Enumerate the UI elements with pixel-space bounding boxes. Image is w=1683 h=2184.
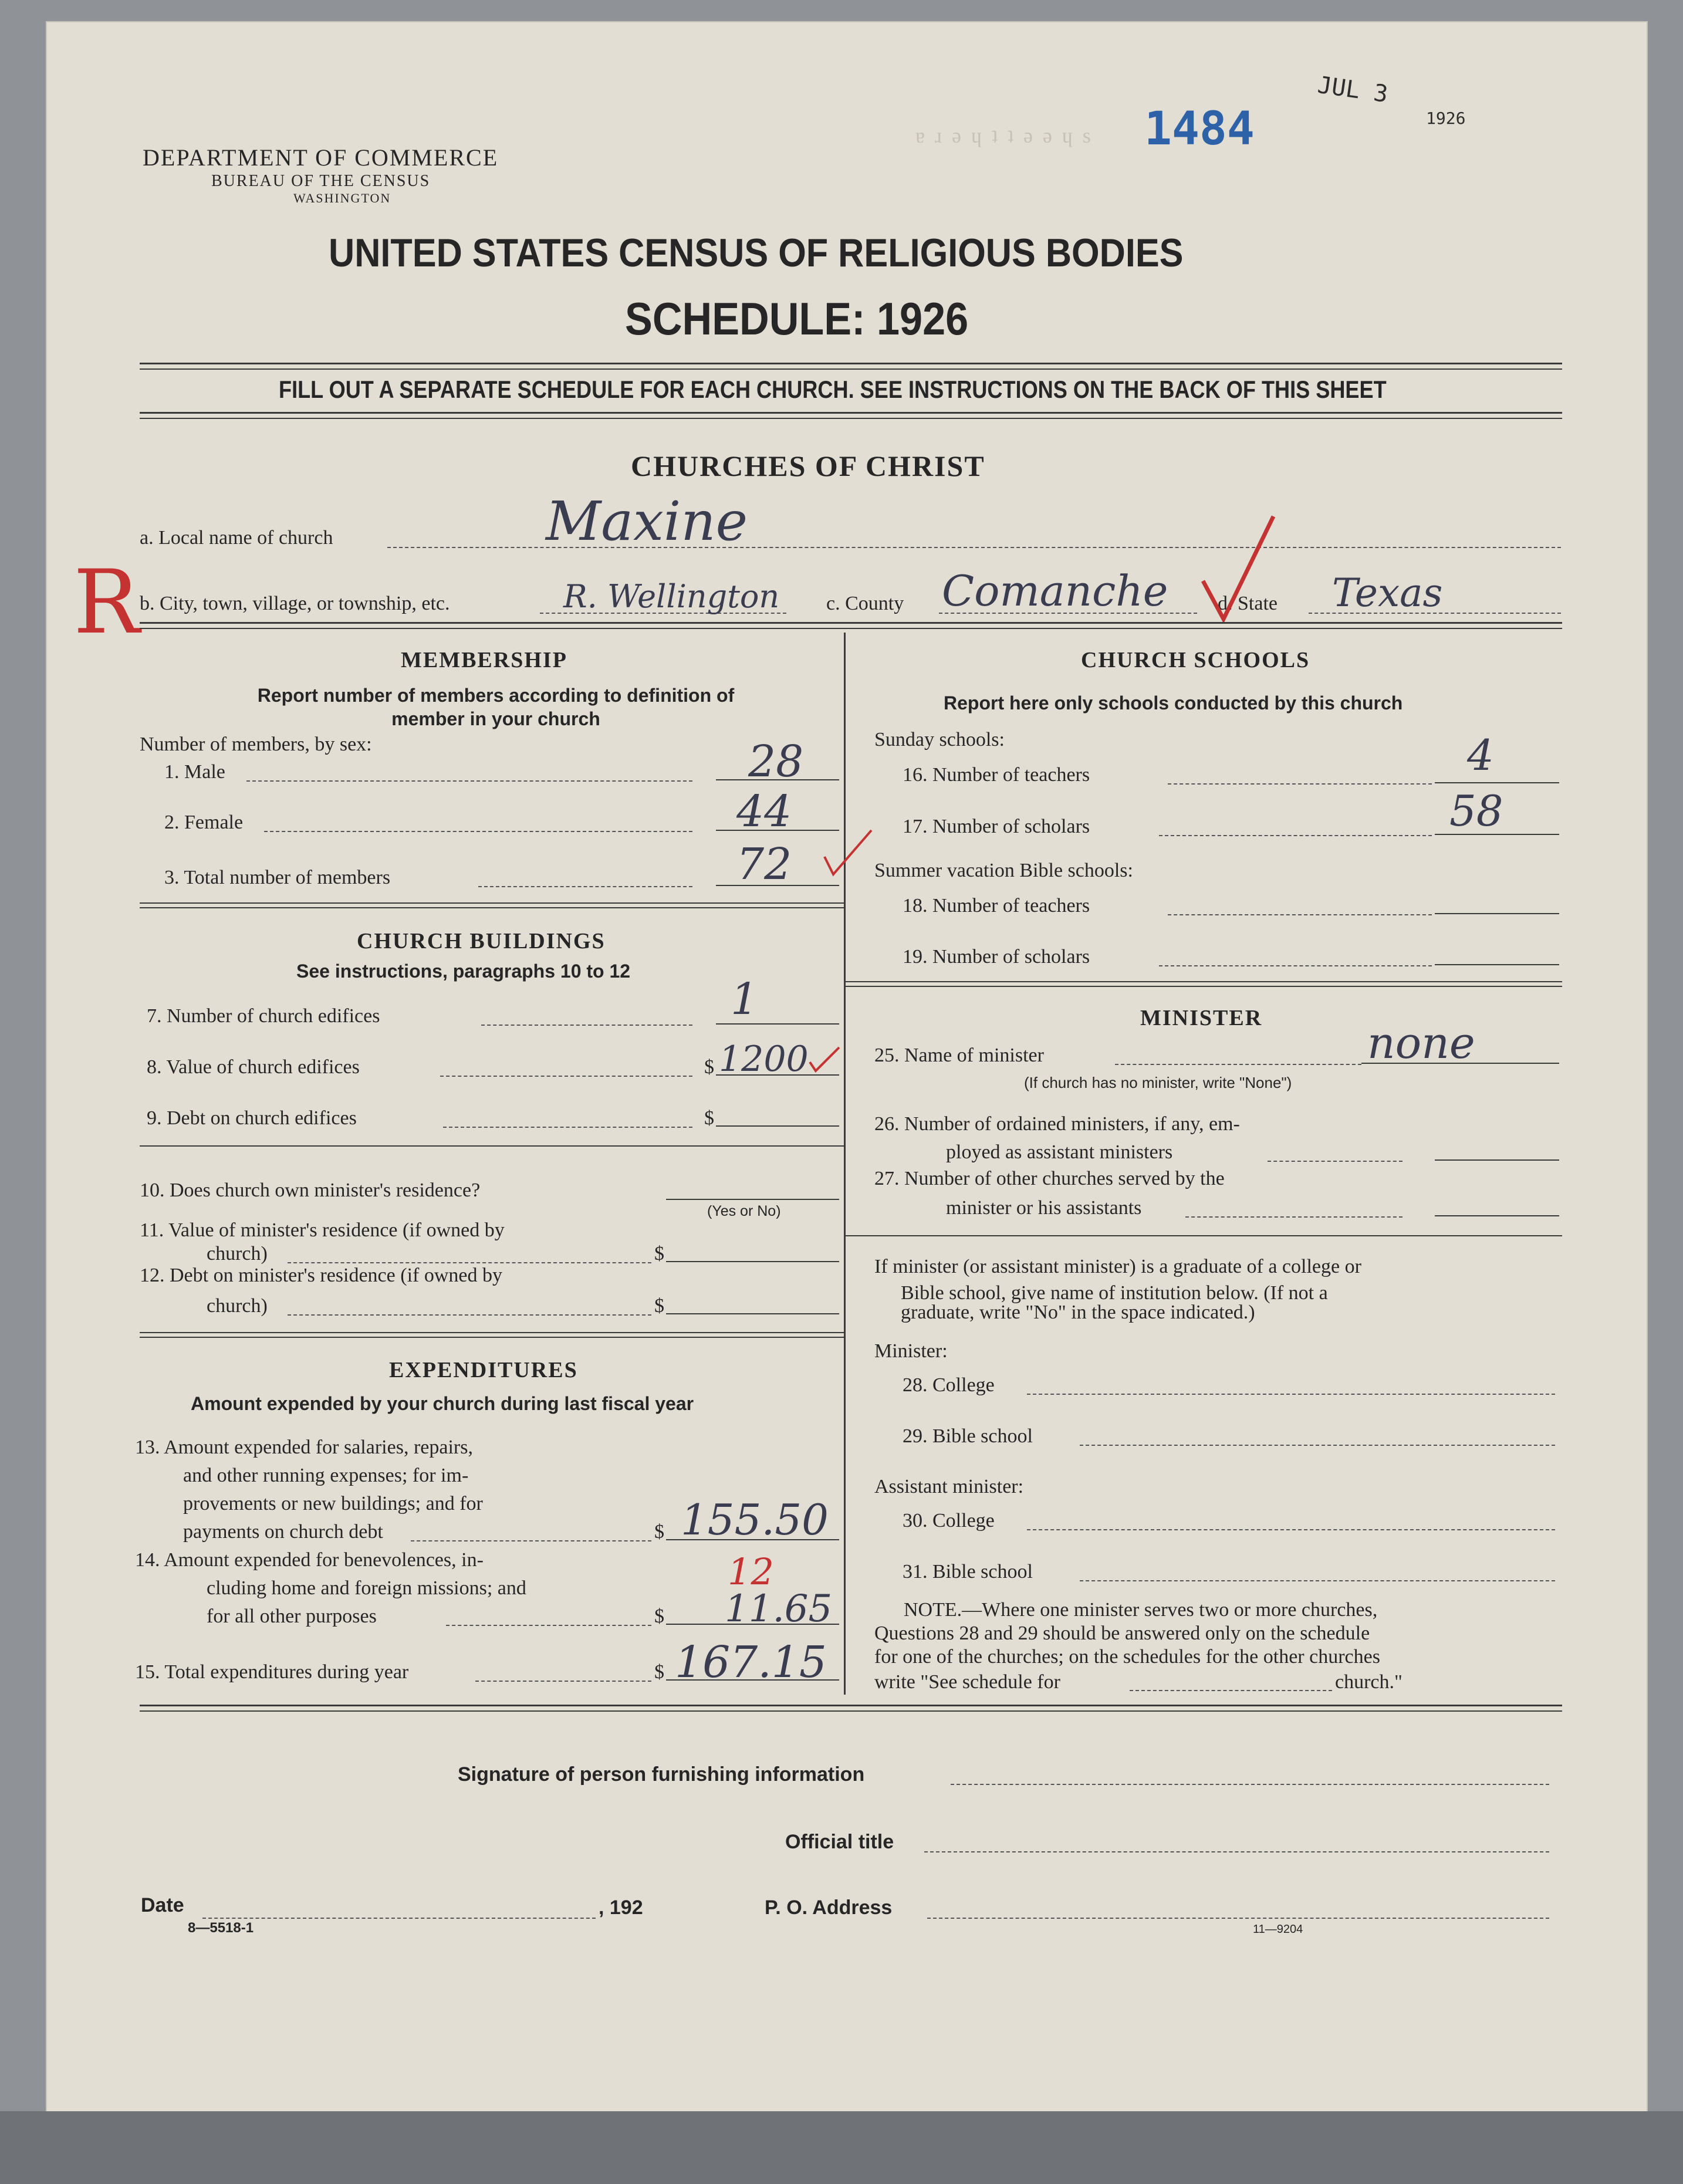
residence-value-label-1: 11. Value of minister's residence (if owned by	[140, 1219, 505, 1241]
assistant-minister-subheading: Assistant minister:	[874, 1476, 1024, 1497]
bureau-city: WASHINGTON	[293, 191, 391, 205]
expenditures-heading: EXPENDITURES	[389, 1358, 578, 1382]
bleed-through-text: ɐ ɹ ǝ ɥ ʇ ʇ ǝ ǝ ɥ s	[915, 124, 1093, 147]
membership-heading: MEMBERSHIP	[401, 648, 567, 672]
bureau-name: BUREAU OF THE CENSUS	[211, 172, 431, 190]
graduate-instructions-1: If minister (or assistant minister) is a graduate of a college or	[874, 1256, 1361, 1277]
membership-subheading: Report number of members according to definition of member in your church	[257, 685, 735, 729]
red-checkmark-icon	[1197, 510, 1279, 628]
running-expenses-value[interactable]: 155.50	[681, 1495, 829, 1544]
column-divider	[844, 633, 846, 1695]
section-rule	[845, 986, 1562, 987]
county-label: c. County	[826, 593, 904, 614]
sunday-teachers-value[interactable]: 4	[1467, 731, 1494, 780]
dollar-sign: $	[654, 1605, 664, 1627]
denomination-heading: CHURCHES OF CHRIST	[631, 449, 985, 482]
minister-name-label: 25. Name of minister	[874, 1044, 1044, 1066]
ordained-ministers-label-2: ployed as assistant ministers	[946, 1141, 1173, 1163]
minister-bible-school-label: 29. Bible school	[903, 1425, 1033, 1447]
benevolences-label-3: for all other purposes	[207, 1605, 377, 1627]
state-value[interactable]: Texas	[1332, 570, 1443, 616]
benevolences-value[interactable]: 11.65	[725, 1587, 833, 1631]
note-line-5: church."	[1335, 1671, 1402, 1693]
minister-heading: MINISTER	[1140, 1006, 1263, 1030]
edifices-count-value[interactable]: 1	[731, 974, 759, 1025]
dollar-sign: $	[704, 1107, 714, 1129]
edifices-value-value[interactable]: 1200	[719, 1039, 809, 1080]
po-address-label: P. O. Address	[765, 1896, 893, 1919]
section-rule	[140, 1710, 1562, 1712]
section-rule	[140, 1332, 844, 1333]
header-rule	[140, 368, 1562, 370]
church-name-value[interactable]: Maxine	[546, 490, 748, 553]
section-rule	[140, 1145, 844, 1147]
summer-teachers-answer-line	[1435, 913, 1559, 914]
dollar-sign: $	[654, 1295, 664, 1317]
section-rule	[140, 628, 1562, 629]
residence-debt-label-1: 12. Debt on minister's residence (if owned by	[140, 1265, 502, 1286]
minister-college-label: 28. College	[903, 1374, 995, 1396]
sunday-scholars-value[interactable]: 58	[1449, 786, 1503, 836]
sunday-scholars-dots	[1159, 835, 1432, 836]
official-title-line[interactable]	[924, 1851, 1549, 1852]
running-expenses-label-1: 13. Amount expended for salaries, repairs,	[135, 1436, 473, 1458]
running-expenses-label-3: provements or new buildings; and for	[183, 1493, 483, 1514]
total-members-label: 3. Total number of members	[164, 867, 391, 888]
total-expenditures-value[interactable]: 167.15	[675, 1637, 827, 1688]
summer-schools-label: Summer vacation Bible schools:	[874, 860, 1133, 881]
church-schools-subheading: Report here only schools conducted by this church	[944, 692, 1403, 714]
total-expenditures-dots	[475, 1681, 651, 1682]
residence-value-dots	[288, 1262, 651, 1263]
page-title: UNITED STATES CENSUS OF RELIGIOUS BODIES	[329, 231, 1184, 275]
minister-name-value[interactable]: none	[1367, 1018, 1475, 1069]
edifices-debt-dots	[443, 1127, 692, 1128]
assistant-bible-school-dots	[1080, 1580, 1555, 1581]
male-value[interactable]: 28	[748, 736, 804, 787]
ordained-ministers-dots	[1268, 1161, 1402, 1162]
residence-value-label-2: church)	[207, 1243, 268, 1265]
edifices-debt-answer-line	[716, 1125, 839, 1127]
edifices-value-label: 8. Value of church edifices	[147, 1056, 360, 1078]
other-churches-label-1: 27. Number of other churches served by the	[874, 1168, 1225, 1189]
signature-line[interactable]	[951, 1784, 1549, 1785]
sunday-teachers-answer-line	[1435, 782, 1559, 783]
section-rule	[140, 1337, 844, 1338]
city-label: b. City, town, village, or township, etc.	[140, 593, 450, 614]
sunday-teachers-label: 16. Number of teachers	[903, 764, 1090, 786]
members-by-sex-label: Number of members, by sex:	[140, 733, 372, 755]
residence-value-answer-line	[666, 1261, 839, 1262]
red-checkmark-icon	[807, 1044, 842, 1074]
total-expenditures-label: 15. Total expenditures during year	[135, 1661, 409, 1683]
summer-teachers-label: 18. Number of teachers	[903, 895, 1090, 917]
minister-college-dots	[1027, 1394, 1555, 1395]
header-rule	[140, 418, 1562, 419]
header-rule	[140, 363, 1562, 364]
residence-debt-dots	[288, 1314, 651, 1316]
assistant-bible-school-label: 31. Bible school	[903, 1561, 1033, 1583]
female-dots	[264, 831, 692, 832]
dollar-sign: $	[654, 1243, 664, 1265]
minister-subheading: Minister:	[874, 1340, 948, 1362]
schedule-title: SCHEDULE: 1926	[625, 293, 969, 344]
edifices-count-label: 7. Number of church edifices	[147, 1005, 380, 1027]
benevolences-label-2: cluding home and foreign missions; and	[207, 1577, 526, 1599]
sunday-teachers-dots	[1168, 783, 1432, 785]
minister-name-hint: (If church has no minister, write "None")	[1024, 1074, 1292, 1091]
date-stamp-year: 1926	[1426, 109, 1466, 128]
female-value[interactable]: 44	[736, 786, 792, 837]
benevolences-label-1: 14. Amount expended for benevolences, in-	[135, 1549, 484, 1571]
running-expenses-label-4: payments on church debt	[183, 1521, 383, 1543]
benevolences-correction: 12	[728, 1550, 774, 1593]
note-blank	[1130, 1690, 1332, 1691]
form-number: 8—5518-1	[188, 1920, 254, 1936]
note-line-3: for one of the churches; on the schedules for the other churches	[874, 1646, 1380, 1668]
male-label: 1. Male	[164, 761, 225, 783]
ordained-ministers-label-1: 26. Number of ordained ministers, if any, em-	[874, 1113, 1240, 1135]
edifices-value-dots	[440, 1076, 692, 1077]
official-title-label: Official title	[785, 1831, 894, 1853]
other-churches-label-2: minister or his assistants	[946, 1197, 1142, 1219]
edifices-debt-label: 9. Debt on church edifices	[147, 1107, 357, 1129]
header-rule	[140, 412, 1562, 414]
male-dots	[246, 780, 692, 782]
county-value[interactable]: Comanche	[942, 566, 1168, 616]
section-rule	[140, 907, 844, 908]
department-name: DEPARTMENT OF COMMERCE	[143, 144, 499, 171]
summer-scholars-label: 19. Number of scholars	[903, 946, 1090, 968]
church-name-label: a. Local name of church	[140, 527, 333, 549]
dollar-sign: $	[654, 1521, 664, 1543]
minister-name-dots	[1115, 1064, 1361, 1065]
dollar-sign: $	[654, 1661, 664, 1683]
date-label: Date	[141, 1894, 184, 1916]
other-churches-dots	[1185, 1216, 1402, 1218]
buildings-subheading: See instructions, paragraphs 10 to 12	[296, 961, 631, 982]
section-rule	[140, 902, 844, 904]
buildings-heading: CHURCH BUILDINGS	[357, 929, 606, 954]
female-label: 2. Female	[164, 812, 244, 833]
note-line-4: write "See schedule for	[874, 1671, 1060, 1693]
running-expenses-dots	[411, 1540, 651, 1541]
expenditures-subheading: Amount expended by your church during last fiscal year	[191, 1393, 694, 1414]
instruction-banner: FILL OUT A SEPARATE SCHEDULE FOR EACH CHURCH. SEE INSTRUCTIONS ON THE BACK OF THIS SHEET	[279, 376, 1387, 403]
signature-label: Signature of person furnishing information	[458, 1763, 865, 1786]
sunday-schools-label: Sunday schools:	[874, 729, 1005, 750]
city-value[interactable]: R. Wellington	[563, 578, 780, 615]
section-rule	[140, 1705, 1562, 1706]
section-rule	[845, 1235, 1562, 1236]
graduate-instructions-3: graduate, write "No" in the space indicated.)	[901, 1301, 1255, 1323]
dollar-sign: $	[704, 1056, 714, 1078]
date-line[interactable]	[202, 1918, 596, 1919]
other-churches-answer-line	[1435, 1215, 1559, 1216]
date-year-prefix: , 192	[599, 1896, 643, 1919]
summer-scholars-dots	[1159, 965, 1432, 966]
residence-owned-label: 10. Does church own minister's residence?	[140, 1179, 481, 1201]
church-schools-heading: CHURCH SCHOOLS	[1081, 648, 1310, 672]
state-label: d. State	[1218, 593, 1278, 614]
benevolences-dots	[446, 1625, 651, 1626]
note-line-1: NOTE.—Where one minister serves two or more churches,	[904, 1599, 1378, 1621]
ordained-ministers-answer-line	[1435, 1159, 1559, 1161]
assistant-college-dots	[1027, 1529, 1555, 1530]
residence-debt-answer-line	[666, 1313, 839, 1314]
running-expenses-label-2: and other running expenses; for im-	[183, 1465, 469, 1486]
total-members-value[interactable]: 72	[736, 839, 792, 890]
total-members-dots	[478, 886, 692, 887]
scan-background	[0, 2111, 1683, 2184]
yes-no-hint: (Yes or No)	[707, 1203, 781, 1219]
assistant-college-label: 30. College	[903, 1510, 995, 1531]
po-address-line[interactable]	[927, 1918, 1549, 1919]
residence-debt-label-2: church)	[207, 1295, 268, 1317]
summer-scholars-answer-line	[1435, 964, 1559, 965]
reviewer-initial-mark: R	[73, 552, 140, 654]
sunday-scholars-label: 17. Number of scholars	[903, 816, 1090, 837]
red-checkmark-icon	[822, 827, 874, 880]
minister-bible-school-dots	[1080, 1445, 1555, 1446]
section-rule	[140, 622, 1562, 624]
file-number-stamp: 1484	[1144, 103, 1255, 155]
residence-owned-answer-line	[666, 1199, 839, 1200]
graduate-instructions-2: Bible school, give name of institution below. (If not a	[901, 1282, 1328, 1304]
section-rule	[845, 981, 1562, 982]
print-number: 11—9204	[1253, 1923, 1303, 1936]
summer-teachers-dots	[1168, 914, 1432, 915]
note-line-2: Questions 28 and 29 should be answered only on the schedule	[874, 1622, 1370, 1644]
edifices-count-dots	[481, 1025, 692, 1026]
date-stamp: JUL 3	[1316, 71, 1390, 109]
